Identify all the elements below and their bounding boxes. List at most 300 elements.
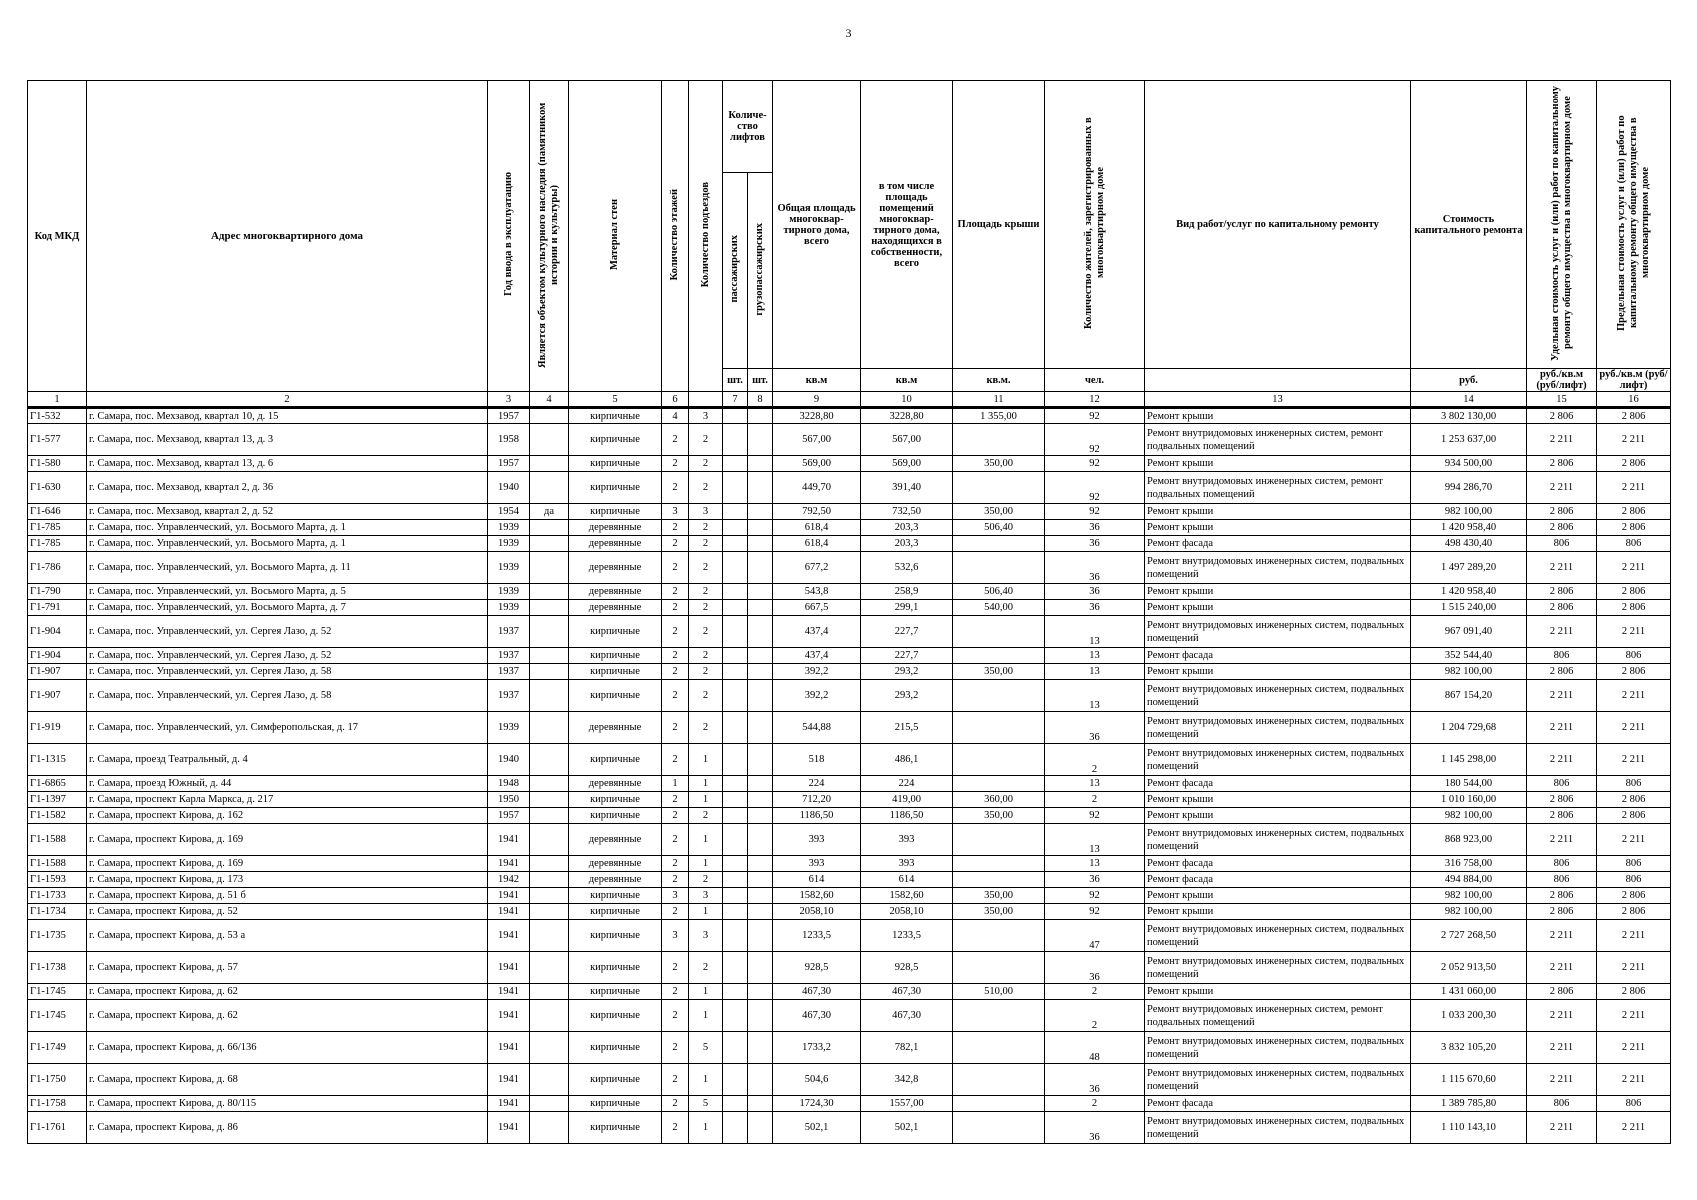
cell-wall-material: кирпичные [569, 1000, 662, 1032]
cell-unit-cost: 806 [1527, 648, 1597, 664]
cell-max-cost: 806 [1597, 872, 1671, 888]
table-row [28, 408, 1671, 424]
cell-lifts-cargo [748, 648, 773, 664]
cell-heritage [530, 408, 569, 424]
cell-area-owned: 1582,60 [861, 888, 953, 904]
cell-unit-cost: 2 806 [1527, 408, 1597, 424]
cell-area-owned: 342,8 [861, 1064, 953, 1096]
cell-code: Г1-1588 [28, 856, 87, 872]
cell-max-cost: 2 211 [1597, 680, 1671, 712]
cell-cost: 1 420 958,40 [1411, 520, 1527, 536]
cell-cost: 180 544,00 [1411, 776, 1527, 792]
cell-entrances: 1 [689, 1000, 723, 1032]
cell-wall-material: деревянные [569, 552, 662, 584]
header-lifts: Количе-ство лифтов [723, 81, 773, 173]
cell-heritage [530, 424, 569, 456]
cell-residents: 2 [1045, 1096, 1145, 1112]
cell-residents: 13 [1045, 824, 1145, 856]
cell-year: 1939 [488, 600, 530, 616]
cell-floors: 4 [662, 408, 689, 424]
cell-wall-material: кирпичные [569, 504, 662, 520]
cell-code: Г1-1733 [28, 888, 87, 904]
cell-residents: 36 [1045, 872, 1145, 888]
cell-entrances: 2 [689, 648, 723, 664]
cell-lifts-passenger [723, 600, 748, 616]
cell-area-total: 437,4 [773, 648, 861, 664]
table-row [28, 872, 1671, 888]
table-row [28, 584, 1671, 600]
cell-code: Г1-1593 [28, 872, 87, 888]
cell-area-owned: 215,5 [861, 712, 953, 744]
cell-lifts-passenger [723, 472, 748, 504]
cell-area-owned: 258,9 [861, 584, 953, 600]
cell-floors: 2 [662, 424, 689, 456]
cell-cost: 2 052 913,50 [1411, 952, 1527, 984]
cell-address: г. Самара, пос. Управленческий, ул. Восьмого Марта, д. 1 [87, 536, 488, 552]
cell-floors: 2 [662, 520, 689, 536]
cell-lifts-passenger [723, 552, 748, 584]
cell-heritage [530, 792, 569, 808]
cell-area-total: 393 [773, 824, 861, 856]
cell-floors: 2 [662, 600, 689, 616]
cell-floors: 2 [662, 472, 689, 504]
cell-lifts-passenger [723, 456, 748, 472]
cell-roof-area [953, 472, 1045, 504]
cell-work-type: Ремонт внутридомовых инженерных систем, подвальных помещений [1145, 952, 1411, 984]
cell-address: г. Самара, проспект Карла Маркса, д. 217 [87, 792, 488, 808]
cell-area-total: 544,88 [773, 712, 861, 744]
cell-code: Г1-904 [28, 648, 87, 664]
cell-lifts-passenger [723, 536, 748, 552]
cell-max-cost: 2 211 [1597, 1032, 1671, 1064]
cell-max-cost: 2 806 [1597, 664, 1671, 680]
cell-year: 1941 [488, 1032, 530, 1064]
table-row [28, 472, 1671, 504]
cell-code: Г1-532 [28, 408, 87, 424]
cell-entrances: 2 [689, 712, 723, 744]
cell-lifts-passenger [723, 776, 748, 792]
cell-code: Г1-1749 [28, 1032, 87, 1064]
cell-area-total: 504,6 [773, 1064, 861, 1096]
cell-wall-material: кирпичные [569, 472, 662, 504]
cell-wall-material: кирпичные [569, 904, 662, 920]
cell-roof-area [953, 680, 1045, 712]
cell-max-cost: 2 211 [1597, 744, 1671, 776]
cell-unit-cost: 2 806 [1527, 520, 1597, 536]
cell-lifts-cargo [748, 1096, 773, 1112]
header-area-total: Общая площадь многоквар-тирного дома, всего [773, 81, 861, 369]
cell-lifts-cargo [748, 536, 773, 552]
cell-address: г. Самара, проезд Театральный, д. 4 [87, 744, 488, 776]
cell-heritage [530, 824, 569, 856]
cell-year: 1941 [488, 904, 530, 920]
cell-area-owned: 1557,00 [861, 1096, 953, 1112]
cell-year: 1939 [488, 552, 530, 584]
cell-wall-material: кирпичные [569, 1032, 662, 1064]
cell-floors: 2 [662, 1000, 689, 1032]
cell-area-total: 393 [773, 856, 861, 872]
cell-residents: 36 [1045, 520, 1145, 536]
cell-work-type: Ремонт внутридомовых инженерных систем, ремонт подвальных помещений [1145, 1000, 1411, 1032]
cell-work-type: Ремонт крыши [1145, 664, 1411, 680]
cell-area-owned: 227,7 [861, 616, 953, 648]
cell-code: Г1-1745 [28, 1000, 87, 1032]
cell-heritage [530, 472, 569, 504]
cell-entrances: 2 [689, 808, 723, 824]
header-lifts-cargo: грузопассажирских [748, 172, 773, 368]
cell-lifts-cargo [748, 888, 773, 904]
cell-area-owned: 782,1 [861, 1032, 953, 1064]
cell-heritage [530, 952, 569, 984]
cell-work-type: Ремонт крыши [1145, 888, 1411, 904]
page-number: 3 [845, 26, 852, 40]
cell-area-total: 2058,10 [773, 904, 861, 920]
cell-year: 1939 [488, 712, 530, 744]
cell-entrances: 1 [689, 776, 723, 792]
cell-year: 1958 [488, 424, 530, 456]
cell-floors: 2 [662, 456, 689, 472]
cell-area-total: 3228,80 [773, 408, 861, 424]
cell-area-owned: 393 [861, 856, 953, 872]
cell-cost: 1 204 729,68 [1411, 712, 1527, 744]
cell-code: Г1-1582 [28, 808, 87, 824]
cell-max-cost: 2 806 [1597, 408, 1671, 424]
column-number: 12 [1045, 392, 1145, 408]
cell-residents: 36 [1045, 584, 1145, 600]
cell-unit-cost: 2 806 [1527, 456, 1597, 472]
cell-max-cost: 806 [1597, 648, 1671, 664]
cell-roof-area [953, 424, 1045, 456]
unit-work-type [1145, 369, 1411, 392]
cell-entrances: 2 [689, 472, 723, 504]
cell-area-total: 437,4 [773, 616, 861, 648]
header-cost: Стоимость капитального ремонта [1411, 81, 1527, 369]
header-wall: Материал стен [569, 81, 662, 392]
cell-unit-cost: 806 [1527, 856, 1597, 872]
table-row [28, 984, 1671, 1000]
header-residents: Количество жителей, зарегистрированных в многоквартирном доме [1045, 81, 1145, 369]
cell-wall-material: кирпичные [569, 408, 662, 424]
cell-roof-area: 510,00 [953, 984, 1045, 1000]
cell-residents: 92 [1045, 472, 1145, 504]
cell-lifts-passenger [723, 424, 748, 456]
cell-area-owned: 203,3 [861, 536, 953, 552]
cell-lifts-passenger [723, 504, 748, 520]
cell-unit-cost: 2 211 [1527, 680, 1597, 712]
cell-lifts-cargo [748, 584, 773, 600]
table-row [28, 648, 1671, 664]
cell-wall-material: кирпичные [569, 1064, 662, 1096]
cell-wall-material: кирпичные [569, 1096, 662, 1112]
cell-residents: 13 [1045, 776, 1145, 792]
cell-work-type: Ремонт крыши [1145, 456, 1411, 472]
cell-lifts-passenger [723, 872, 748, 888]
cell-work-type: Ремонт крыши [1145, 792, 1411, 808]
cell-address: г. Самара, проспект Кирова, д. 68 [87, 1064, 488, 1096]
table-row [28, 552, 1671, 584]
cell-area-total: 502,1 [773, 1112, 861, 1144]
cell-residents: 2 [1045, 792, 1145, 808]
unit-roof-area: кв.м. [953, 369, 1045, 392]
cell-floors: 2 [662, 984, 689, 1000]
cell-work-type: Ремонт фасада [1145, 536, 1411, 552]
table-row [28, 856, 1671, 872]
cell-max-cost: 2 806 [1597, 504, 1671, 520]
cell-heritage [530, 600, 569, 616]
cell-lifts-passenger [723, 1064, 748, 1096]
capital-repair-table-wrapper [27, 80, 1671, 1144]
cell-code: Г1-790 [28, 584, 87, 600]
cell-work-type: Ремонт внутридомовых инженерных систем, подвальных помещений [1145, 712, 1411, 744]
cell-entrances: 2 [689, 952, 723, 984]
cell-heritage [530, 1000, 569, 1032]
cell-address: г. Самара, проспект Кирова, д. 52 [87, 904, 488, 920]
cell-code: Г1-785 [28, 536, 87, 552]
header-entrances: Количество подъездов [689, 81, 723, 392]
unit-lifts-cargo: шт. [748, 369, 773, 392]
cell-code: Г1-1758 [28, 1096, 87, 1112]
cell-heritage [530, 680, 569, 712]
cell-wall-material: деревянные [569, 584, 662, 600]
cell-code: Г1-1738 [28, 952, 87, 984]
cell-lifts-cargo [748, 408, 773, 424]
cell-entrances: 3 [689, 888, 723, 904]
cell-roof-area: 360,00 [953, 792, 1045, 808]
cell-year: 1957 [488, 808, 530, 824]
cell-max-cost: 806 [1597, 776, 1671, 792]
cell-heritage [530, 1032, 569, 1064]
cell-floors: 1 [662, 776, 689, 792]
cell-area-total: 1186,50 [773, 808, 861, 824]
cell-area-owned: 299,1 [861, 600, 953, 616]
cell-lifts-passenger [723, 712, 748, 744]
cell-area-total: 928,5 [773, 952, 861, 984]
cell-entrances: 1 [689, 984, 723, 1000]
table-row [28, 616, 1671, 648]
column-number: 1 [28, 392, 87, 408]
cell-cost: 3 832 105,20 [1411, 1032, 1527, 1064]
cell-work-type: Ремонт внутридомовых инженерных систем, подвальных помещений [1145, 1064, 1411, 1096]
cell-cost: 494 884,00 [1411, 872, 1527, 888]
unit-area-owned: кв.м [861, 369, 953, 392]
cell-address: г. Самара, проспект Кирова, д. 66/136 [87, 1032, 488, 1064]
cell-work-type: Ремонт фасада [1145, 1096, 1411, 1112]
cell-address: г. Самара, проспект Кирова, д. 86 [87, 1112, 488, 1144]
header-address: Адрес многоквартирного дома [87, 81, 488, 392]
cell-lifts-cargo [748, 984, 773, 1000]
cell-area-total: 677,2 [773, 552, 861, 584]
cell-year: 1954 [488, 504, 530, 520]
cell-unit-cost: 806 [1527, 872, 1597, 888]
cell-cost: 1 145 298,00 [1411, 744, 1527, 776]
cell-code: Г1-1397 [28, 792, 87, 808]
cell-max-cost: 2 806 [1597, 456, 1671, 472]
cell-lifts-passenger [723, 856, 748, 872]
table-row [28, 904, 1671, 920]
cell-max-cost: 806 [1597, 856, 1671, 872]
cell-area-owned: 3228,80 [861, 408, 953, 424]
cell-lifts-passenger [723, 952, 748, 984]
cell-area-total: 1724,30 [773, 1096, 861, 1112]
cell-year: 1941 [488, 1096, 530, 1112]
cell-entrances: 2 [689, 584, 723, 600]
cell-cost: 498 430,40 [1411, 536, 1527, 552]
cell-unit-cost: 2 211 [1527, 552, 1597, 584]
header-lifts-passenger: пассажирских [723, 172, 748, 368]
cell-unit-cost: 2 211 [1527, 1000, 1597, 1032]
cell-unit-cost: 2 211 [1527, 952, 1597, 984]
cell-cost: 3 802 130,00 [1411, 408, 1527, 424]
cell-max-cost: 2 211 [1597, 824, 1671, 856]
cell-roof-area [953, 920, 1045, 952]
cell-max-cost: 2 211 [1597, 952, 1671, 984]
cell-cost: 1 010 160,00 [1411, 792, 1527, 808]
cell-roof-area [953, 856, 1045, 872]
cell-cost: 1 115 670,60 [1411, 1064, 1527, 1096]
table-row [28, 824, 1671, 856]
cell-residents: 13 [1045, 680, 1145, 712]
cell-work-type: Ремонт крыши [1145, 904, 1411, 920]
cell-max-cost: 2 806 [1597, 792, 1671, 808]
cell-residents: 36 [1045, 1064, 1145, 1096]
cell-floors: 2 [662, 952, 689, 984]
table-row [28, 1064, 1671, 1096]
cell-year: 1957 [488, 456, 530, 472]
cell-year: 1941 [488, 984, 530, 1000]
cell-cost: 982 100,00 [1411, 808, 1527, 824]
cell-code: Г1-1588 [28, 824, 87, 856]
cell-max-cost: 2 806 [1597, 888, 1671, 904]
cell-roof-area [953, 616, 1045, 648]
cell-floors: 2 [662, 648, 689, 664]
cell-unit-cost: 2 211 [1527, 1112, 1597, 1144]
cell-floors: 2 [662, 744, 689, 776]
column-number-row [28, 392, 1671, 408]
cell-year: 1957 [488, 408, 530, 424]
cell-roof-area: 350,00 [953, 456, 1045, 472]
header-year: Год ввода в эксплуатацию [488, 81, 530, 392]
cell-cost: 1 431 060,00 [1411, 984, 1527, 1000]
cell-lifts-passenger [723, 664, 748, 680]
cell-area-owned: 502,1 [861, 1112, 953, 1144]
cell-year: 1941 [488, 888, 530, 904]
header-area-owned: в том числе площадь помещений многоквар-тирного дома, находящихся в собственности, всего [861, 81, 953, 369]
cell-lifts-cargo [748, 552, 773, 584]
cell-roof-area [953, 872, 1045, 888]
cell-lifts-cargo [748, 680, 773, 712]
cell-area-total: 518 [773, 744, 861, 776]
cell-area-owned: 293,2 [861, 680, 953, 712]
cell-lifts-cargo [748, 712, 773, 744]
cell-roof-area: 540,00 [953, 600, 1045, 616]
cell-max-cost: 2 806 [1597, 808, 1671, 824]
table-row [28, 808, 1671, 824]
cell-wall-material: деревянные [569, 536, 662, 552]
cell-unit-cost: 2 806 [1527, 808, 1597, 824]
cell-entrances: 5 [689, 1096, 723, 1112]
cell-roof-area [953, 1032, 1045, 1064]
cell-residents: 13 [1045, 648, 1145, 664]
cell-roof-area [953, 648, 1045, 664]
cell-cost: 1 497 289,20 [1411, 552, 1527, 584]
unit-area-total: кв.м [773, 369, 861, 392]
cell-residents: 92 [1045, 456, 1145, 472]
table-row [28, 776, 1671, 792]
cell-work-type: Ремонт крыши [1145, 504, 1411, 520]
cell-lifts-passenger [723, 792, 748, 808]
cell-wall-material: кирпичные [569, 920, 662, 952]
cell-heritage [530, 584, 569, 600]
cell-entrances: 3 [689, 408, 723, 424]
cell-address: г. Самара, пос. Мехзавод, квартал 10, д. 15 [87, 408, 488, 424]
cell-lifts-cargo [748, 776, 773, 792]
cell-lifts-cargo [748, 616, 773, 648]
cell-unit-cost: 2 806 [1527, 984, 1597, 1000]
header-roof-area: Площадь крыши [953, 81, 1045, 369]
cell-cost: 982 100,00 [1411, 888, 1527, 904]
cell-heritage [530, 552, 569, 584]
cell-code: Г1-1750 [28, 1064, 87, 1096]
cell-residents: 92 [1045, 408, 1145, 424]
table-body [28, 408, 1671, 1144]
table-row [28, 792, 1671, 808]
table-row [28, 1112, 1671, 1144]
column-number: 10 [861, 392, 953, 408]
header-max-cost: Предельная стоимость услуг и (или) работ по капитальному ремонту общего имущества в многоквартирном доме [1597, 81, 1671, 369]
cell-lifts-cargo [748, 1032, 773, 1064]
cell-area-total: 543,8 [773, 584, 861, 600]
cell-area-owned: 1186,50 [861, 808, 953, 824]
cell-work-type: Ремонт крыши [1145, 408, 1411, 424]
cell-lifts-cargo [748, 1000, 773, 1032]
cell-cost: 352 544,40 [1411, 648, 1527, 664]
cell-work-type: Ремонт внутридомовых инженерных систем, подвальных помещений [1145, 744, 1411, 776]
cell-unit-cost: 2 211 [1527, 824, 1597, 856]
cell-max-cost: 2 806 [1597, 600, 1671, 616]
cell-address: г. Самара, проспект Кирова, д. 53 а [87, 920, 488, 952]
cell-wall-material: кирпичные [569, 808, 662, 824]
cell-floors: 2 [662, 872, 689, 888]
cell-year: 1942 [488, 872, 530, 888]
cell-heritage [530, 904, 569, 920]
cell-cost: 982 100,00 [1411, 904, 1527, 920]
cell-heritage [530, 520, 569, 536]
cell-address: г. Самара, пос. Управленческий, ул. Сергея Лазо, д. 52 [87, 648, 488, 664]
cell-address: г. Самара, пос. Управленческий, ул. Сергея Лазо, д. 52 [87, 616, 488, 648]
cell-floors: 2 [662, 856, 689, 872]
cell-entrances: 2 [689, 600, 723, 616]
cell-address: г. Самара, пос. Управленческий, ул. Восьмого Марта, д. 7 [87, 600, 488, 616]
cell-max-cost: 2 806 [1597, 584, 1671, 600]
cell-cost: 867 154,20 [1411, 680, 1527, 712]
column-number [689, 392, 723, 408]
cell-area-owned: 486,1 [861, 744, 953, 776]
cell-max-cost: 2 211 [1597, 712, 1671, 744]
cell-residents: 36 [1045, 600, 1145, 616]
cell-roof-area [953, 536, 1045, 552]
cell-entrances: 1 [689, 904, 723, 920]
cell-year: 1937 [488, 680, 530, 712]
cell-year: 1939 [488, 584, 530, 600]
cell-lifts-cargo [748, 456, 773, 472]
cell-code: Г1-919 [28, 712, 87, 744]
header-floors: Количество этажей [662, 81, 689, 392]
cell-code: Г1-907 [28, 680, 87, 712]
cell-work-type: Ремонт крыши [1145, 584, 1411, 600]
cell-lifts-cargo [748, 424, 773, 456]
cell-code: Г1-791 [28, 600, 87, 616]
cell-area-total: 1233,5 [773, 920, 861, 952]
